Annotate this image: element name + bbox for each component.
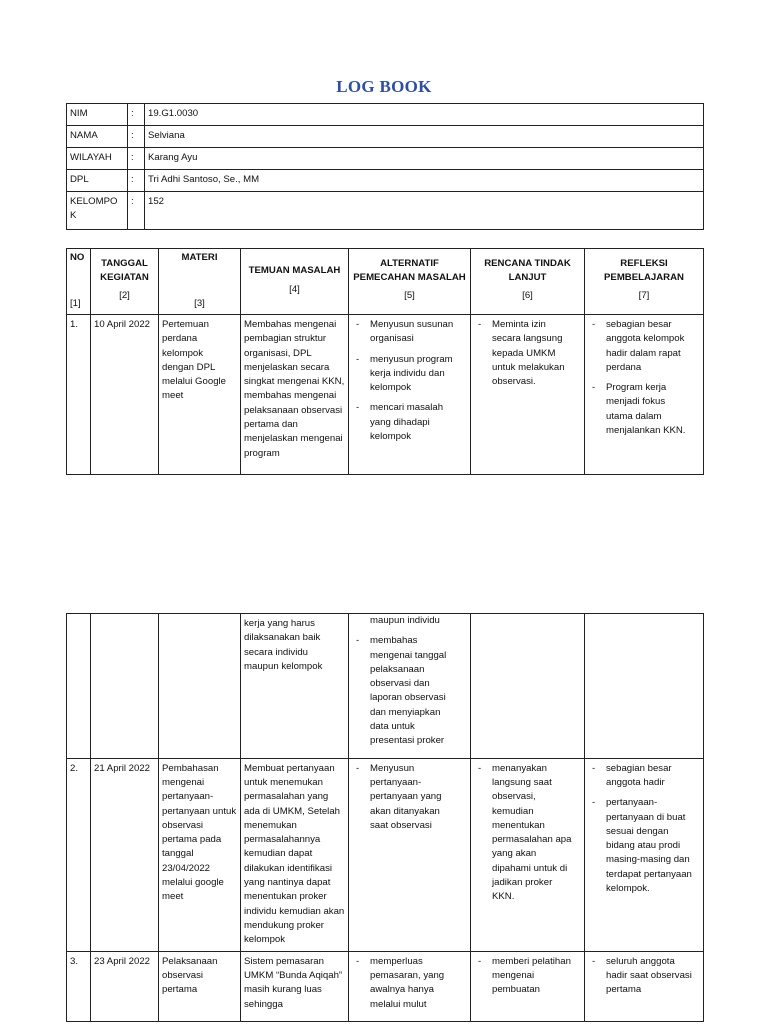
info-row-nama (67, 126, 704, 148)
row-number (67, 614, 91, 759)
list-item: - Meminta izin secara langsung kepada UMKM untuk melakukan observasi. (474, 318, 574, 389)
row-temuan: Membahas mengenai pembagian struktur organisasi, DPL menjelaskan secara singkat mengenai KKN, membahas mengenai pelaksanaan observasi pertama dan menjelaskan mengenai program (241, 315, 349, 475)
list-item: - seluruh anggota hadir saat observasi pertama (588, 955, 693, 998)
row-materi: Pembahasan mengenai pertanyaan-pertanyaan untuk observasi pertama pada tanggal 23/04/2022 melalui google meet (159, 758, 241, 951)
table-row (67, 614, 704, 759)
row-materi: Pelaksanaan observasi pertama (159, 951, 241, 1021)
info-separator: : (128, 104, 145, 126)
row-date: 21 April 2022 (91, 758, 159, 951)
row-alternatif (349, 951, 471, 1021)
list-item: - mencari masalah yang dihadapi kelompok (352, 401, 460, 444)
info-label: KELOMPO K (67, 192, 128, 230)
header-tanggal (91, 249, 159, 315)
info-label: WILAYAH (67, 148, 128, 170)
row-materi: Pertemuan perdana kelompok dengan DPL melalui Google meet (159, 315, 241, 475)
header-refleksi-number: [7] (638, 289, 650, 301)
header-alternatif-label: ALTERNATIF PEMECAHAN MASALAH (353, 257, 466, 283)
student-info-table (66, 103, 704, 230)
list-item: - sebagian besar anggota kelompok hadir dalam rapat perdana (588, 318, 693, 375)
table-row (67, 758, 704, 951)
row-rencana (471, 315, 585, 475)
row-temuan: kerja yang harus dilaksanakan baik secara individu maupun kelompok (241, 614, 349, 759)
row-date: 10 April 2022 (91, 315, 159, 475)
header-refleksi (585, 249, 704, 315)
row-alternatif-continued: maupun individu (370, 615, 440, 626)
header-rencana-label: RENCANA TINDAK LANJUT (484, 257, 571, 283)
row-alternatif (349, 758, 471, 951)
row-number: 1. (67, 315, 91, 475)
info-label: NIM (67, 104, 128, 126)
row-rencana (471, 614, 585, 759)
header-temuan-number: [4] (289, 283, 300, 295)
info-row-wilayah (67, 148, 704, 170)
row-refleksi (585, 758, 704, 951)
info-row-nim (67, 104, 704, 126)
list-item: - sebagian besar anggota hadir (588, 762, 693, 791)
info-label: DPL (67, 170, 128, 192)
header-materi-label: MATERI (181, 252, 218, 263)
row-temuan: Sistem pemasaran UMKM “Bunda Aqiqah” masih kurang luas sehingga (241, 951, 349, 1021)
header-alternatif (349, 249, 471, 315)
info-row-dpl (67, 170, 704, 192)
info-value: 19.G1.0030 (145, 104, 704, 126)
row-date (91, 614, 159, 759)
table-row (67, 951, 704, 1021)
info-separator: : (128, 126, 145, 148)
row-alternatif (349, 315, 471, 475)
row-alternatif (349, 614, 471, 759)
row-temuan: Membuat pertanyaan untuk menemukan permasalahan yang ada di UMKM, Setelah menemukan permasalahannya kemudian dapat dilakukan identifikasi yang nantinya dapat menentukan proker individu kemudian akan mendukung proker kelompok (241, 758, 349, 951)
list-item: - membahas mengenai tanggal pelaksanaan observasi dan laporan observasi dan menyiapkan data untuk presentasi proker (352, 634, 460, 748)
header-no-label: NO (70, 252, 85, 263)
header-materi-number: [3] (194, 297, 205, 309)
info-value: Karang Ayu (145, 148, 704, 170)
row-materi (159, 614, 241, 759)
list-item: - pertanyaan-pertanyaan di buat sesuai dengan bidang atau prodi masing-masing dan terdapat pertanyaan kelompok. (588, 796, 693, 896)
list-item: - menanyakan langsung saat observasi, kemudian menentukan permasalahan apa yang akan dipahami untuk di jadikan proker KKN. (474, 762, 574, 905)
log-table-page-2 (66, 613, 704, 1022)
header-refleksi-label: REFLEKSI PEMBELAJARAN (604, 257, 684, 283)
row-date: 23 April 2022 (91, 951, 159, 1021)
info-value: 152 (145, 192, 704, 230)
info-value: Tri Adhi Santoso, Se., MM (145, 170, 704, 192)
list-item: - memberi pelatihan mengenai pembuatan (474, 955, 574, 998)
header-materi (159, 249, 241, 315)
info-value: Selviana (145, 126, 704, 148)
info-separator: : (128, 170, 145, 192)
row-refleksi (585, 951, 704, 1021)
info-row-kelompok (67, 192, 704, 230)
table-row (67, 315, 704, 475)
list-item: - Program kerja menjadi fokus utama dalam menjalankan KKN. (588, 381, 693, 438)
row-number: 2. (67, 758, 91, 951)
list-item: - memperluas pemasaran, yang awalnya hanya melalui mulut (352, 955, 460, 1012)
header-alternatif-number: [5] (404, 289, 415, 301)
header-no (67, 249, 91, 315)
header-rencana-number: [6] (522, 289, 533, 301)
log-table-page-1 (66, 248, 704, 475)
info-separator: : (128, 192, 145, 230)
header-temuan-label: TEMUAN MASALAH (248, 264, 341, 276)
header-row (67, 249, 704, 315)
info-separator: : (128, 148, 145, 170)
header-temuan (241, 249, 349, 315)
row-refleksi (585, 315, 704, 475)
row-rencana (471, 758, 585, 951)
page-title: LOG BOOK (336, 77, 432, 96)
header-no-number: [1] (70, 297, 81, 309)
row-rencana (471, 951, 585, 1021)
list-item: - Menyusun susunan organisasi (352, 318, 460, 347)
row-number: 3. (67, 951, 91, 1021)
info-label: NAMA (67, 126, 128, 148)
list-item: - Menyusun pertanyaan-pertanyaan yang akan ditanyakan saat observasi (352, 762, 460, 833)
header-tanggal-number: [2] (119, 289, 130, 301)
list-item: - menyusun program kerja individu dan kelompok (352, 353, 460, 396)
row-refleksi (585, 614, 704, 759)
header-tanggal-label: TANGGAL KEGIATAN (100, 257, 149, 283)
header-rencana (471, 249, 585, 315)
